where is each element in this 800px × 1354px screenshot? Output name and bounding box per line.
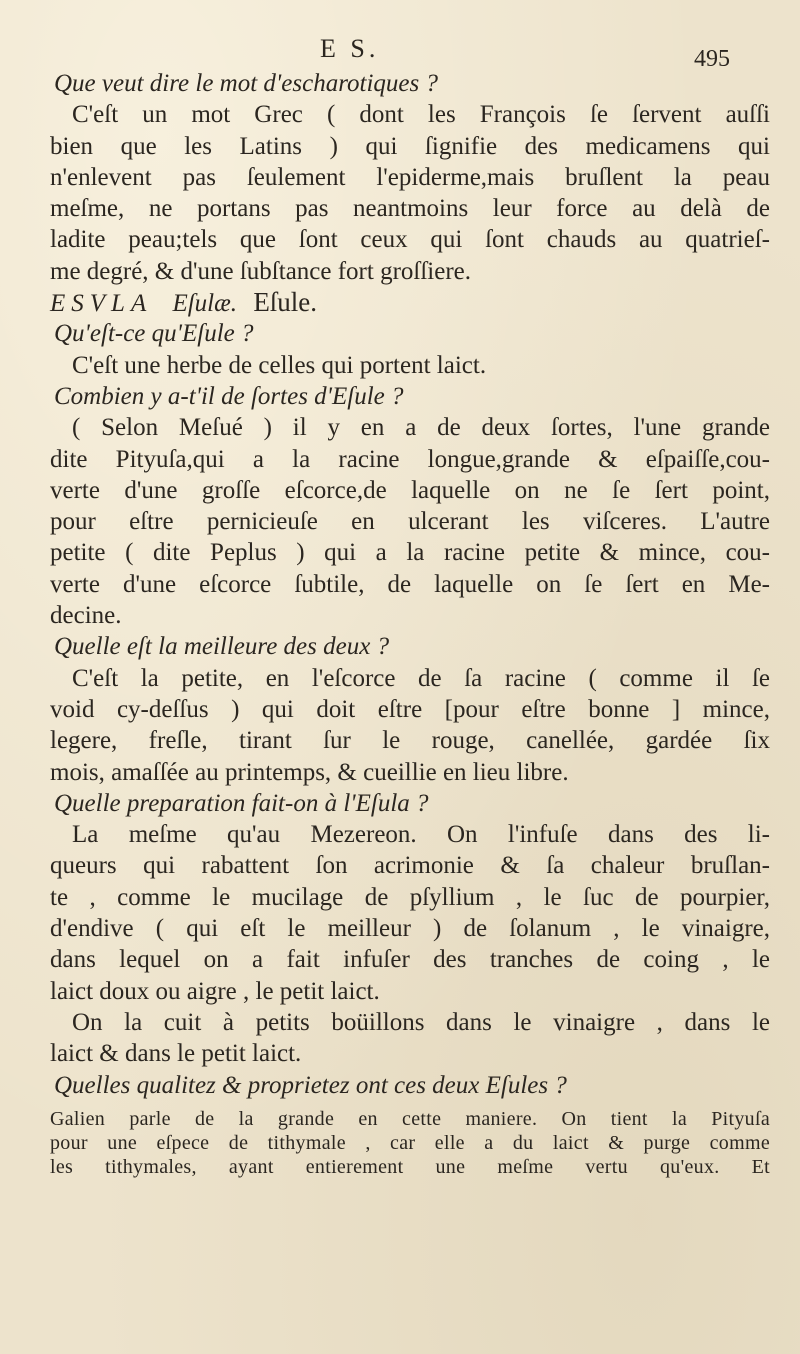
answer-paragraph xyxy=(50,819,770,1069)
text-line: pour eſtre pernicieuſe en ulcerant les viſceres. L'autre xyxy=(50,508,770,536)
text-line: C'eſt une herbe de celles qui portent laict. xyxy=(72,351,487,379)
question-heading: Qu'eſt-ce qu'Eſule ? xyxy=(54,320,254,348)
small-text-line: pour une eſpece de tithymale , car elle a du laict & purge comme xyxy=(50,1131,770,1154)
text-line: La meſme qu'au Mezereon. On l'infuſe dans des li- xyxy=(72,821,770,849)
question-heading: Quelles qualitez & proprietez ont ces deux Eſules ? xyxy=(54,1071,567,1099)
text-line: C'eſt un mot Grec ( dont les François ſe ſervent auſſi xyxy=(72,101,770,129)
text-line: meſme, ne portans pas neantmoins leur force au delà de xyxy=(50,195,770,223)
entry-latin: Eſulæ. xyxy=(172,290,238,318)
text-line: te , comme le mucilage de pſyllium , le ſuc de pourpier, xyxy=(50,883,770,911)
answer-paragraph xyxy=(50,412,770,631)
text-line: On la cuit à petits boüillons dans le vinaigre , dans le xyxy=(72,1008,770,1036)
answer-paragraph xyxy=(50,99,770,287)
text-line: d'endive ( qui eſt le meilleur ) de ſolanum , le vinaigre, xyxy=(50,915,770,943)
small-text-line: Galien parle de la grande en cette maniere. On tient la Pityuſa xyxy=(50,1107,770,1130)
entry-heading xyxy=(50,287,770,318)
footnote-paragraph xyxy=(50,1107,770,1179)
question-heading: Que veut dire le mot d'escharotiques ? xyxy=(54,70,438,97)
text-line: verte d'une eſcorce ſubtile, de laquelle on ſe ſert en Me- xyxy=(50,570,770,598)
text-line: dite Pityuſa,qui a la racine longue,grande & eſpaiſſe,cou- xyxy=(50,445,770,473)
text-line: bien que les Latins ) qui ſignifie des medicamens qui xyxy=(50,132,770,160)
text-line: ( Selon Meſué ) il y en a de deux ſortes, l'une grande xyxy=(72,414,770,442)
entry-caps: ESVLA xyxy=(50,290,153,318)
entry-french: Eſule. xyxy=(253,287,318,318)
text-line: C'eſt la petite, en l'eſcorce de ſa racine ( comme il ſe xyxy=(72,664,770,692)
text-line: void cy-deſſus ) qui doit eſtre [pour eſtre bonne ] mince, xyxy=(50,695,770,723)
text-line: petite ( dite Peplus ) qui a la racine petite & mince, cou- xyxy=(50,539,770,567)
text-line: legere, freſle, tirant ſur le rouge, canellée, gardée ſix xyxy=(50,727,770,755)
text-line: decine. xyxy=(50,602,122,630)
page-number: 495 xyxy=(694,46,730,72)
answer-paragraph xyxy=(50,663,770,788)
text-line: ladite peau;tels que ſont ceux qui ſont chauds au quatrieſ- xyxy=(50,226,770,254)
text-line: verte d'une groſſe eſcorce,de laquelle on ne ſe ſert point, xyxy=(50,476,770,504)
question-heading: Quelle preparation fait-on à l'Eſula ? xyxy=(54,789,429,817)
text-line: queurs qui rabattent ſon acrimonie & ſa chaleur bruſlan- xyxy=(50,852,770,880)
running-head xyxy=(0,28,800,72)
running-head-title: E S. xyxy=(320,34,380,63)
small-text-line: les tithymales, ayant entierement une meſme vertu qu'eux. Et xyxy=(50,1155,770,1178)
text-line: dans lequel on a fait infuſer des tranches de coing , le xyxy=(50,946,770,974)
text-line: n'enlevent pas ſeulement l'epiderme,mais bruſlent la peau xyxy=(50,163,770,191)
text-line: laict doux ou aigre , le petit laict. xyxy=(50,977,380,1005)
text-line: laict & dans le petit laict. xyxy=(50,1040,302,1068)
text-block xyxy=(50,68,770,1179)
question-heading: Quelle eſt la meilleure des deux ? xyxy=(54,633,390,661)
question-heading: Combien y a-t'il de ſortes d'Eſule ? xyxy=(54,382,404,410)
text-line: me degré, & d'une ſubſtance fort groſſiere. xyxy=(50,257,472,285)
text-line: mois, amaſſée au printemps, & cueillie en lieu libre. xyxy=(50,758,569,786)
